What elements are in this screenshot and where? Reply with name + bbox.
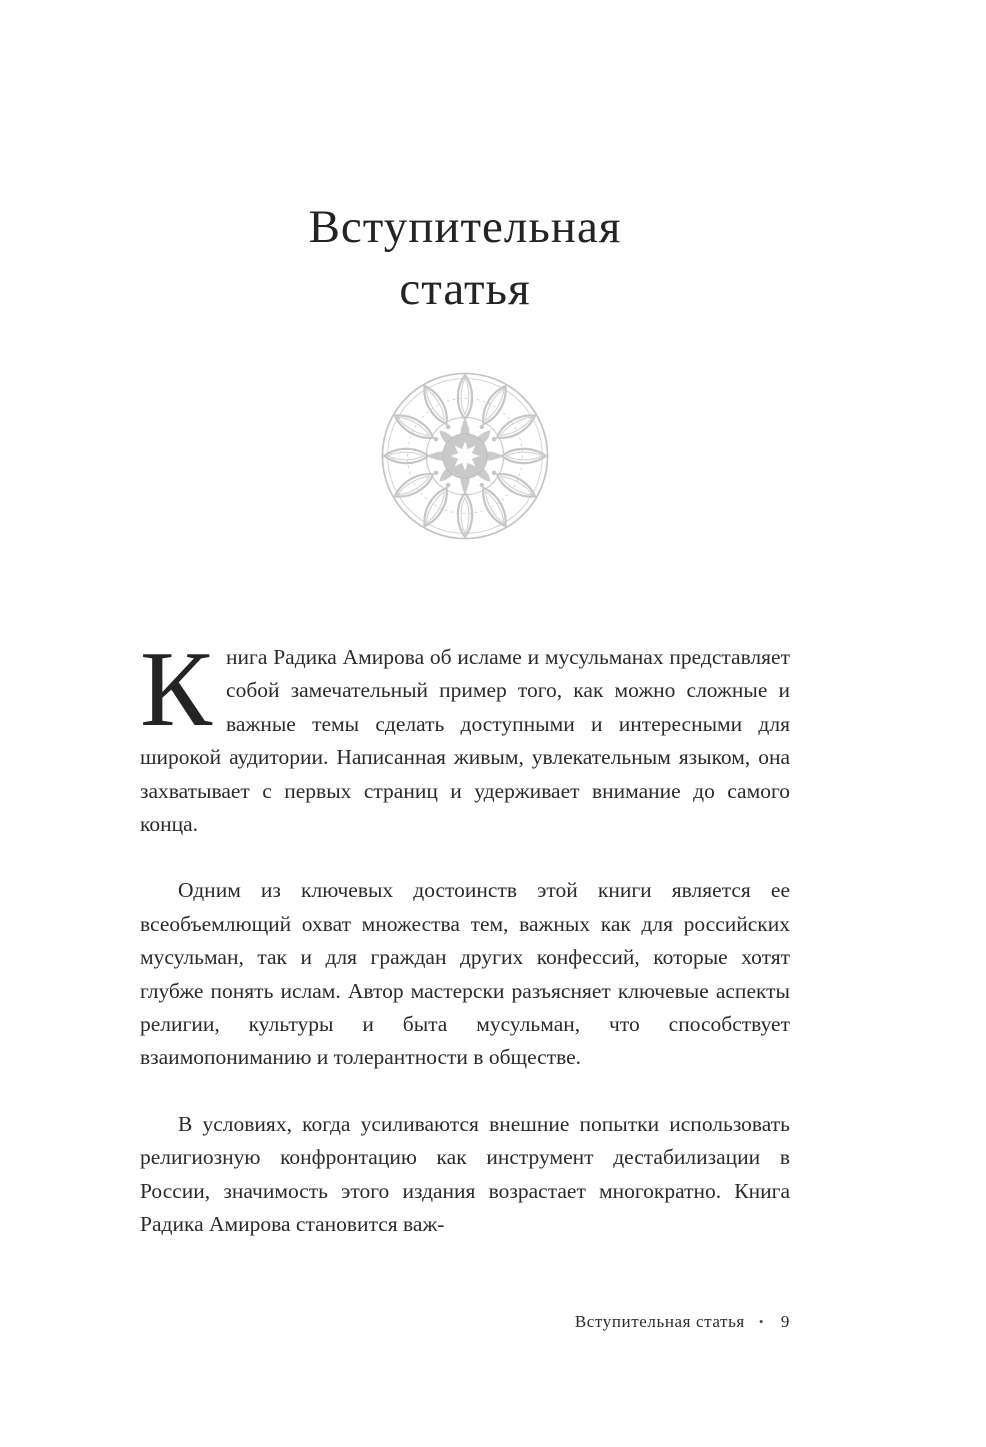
paragraph-text: Одним из ключевых достоинств этой книги является ее всеобъемлющий охват множества тем, важных как для российских мусульман, так и для граждан других конфессий, которые хотят глубже понять ислам. Автор мастерски разъясняет ключевые аспекты религии, культуры и быта мусульман, что способствует взаимопониманию и толерантности в обществе.	[140, 878, 790, 1070]
paragraph-text: В условиях, когда усиливаются внешние попытки использовать религиозную конфронтацию как инструмент дестабилизации в России, значимость этого издания возрастает многократно. Книга Радика Амирова становится важ-	[140, 1111, 790, 1237]
running-title: Вступительная статья	[574, 1312, 745, 1331]
page-title-line1: Вступительная	[308, 201, 622, 253]
page-footer	[575, 1312, 790, 1332]
arabesque-medallion-icon	[379, 370, 551, 542]
body-paragraph	[140, 874, 790, 1074]
page-number: 9	[780, 1312, 790, 1331]
page-title	[140, 196, 790, 320]
body-paragraph	[140, 1108, 790, 1242]
paragraph-text: нига Радика Амирова об исламе и мусульманах представляет собой замечательный пример того, как можно сложные и важные темы сделать доступными и интересными для широкой аудитории. Написанная живым, увлекательным языком, она захватывает с первых страниц и удерживает внимание до самого конца.	[140, 645, 790, 837]
drop-cap: К	[140, 630, 213, 749]
body-text	[140, 630, 790, 1242]
footer-bullet-icon: •	[758, 1314, 764, 1329]
ornament	[140, 370, 790, 547]
page-title-line2: статья	[399, 263, 531, 315]
body-paragraph	[140, 630, 790, 841]
